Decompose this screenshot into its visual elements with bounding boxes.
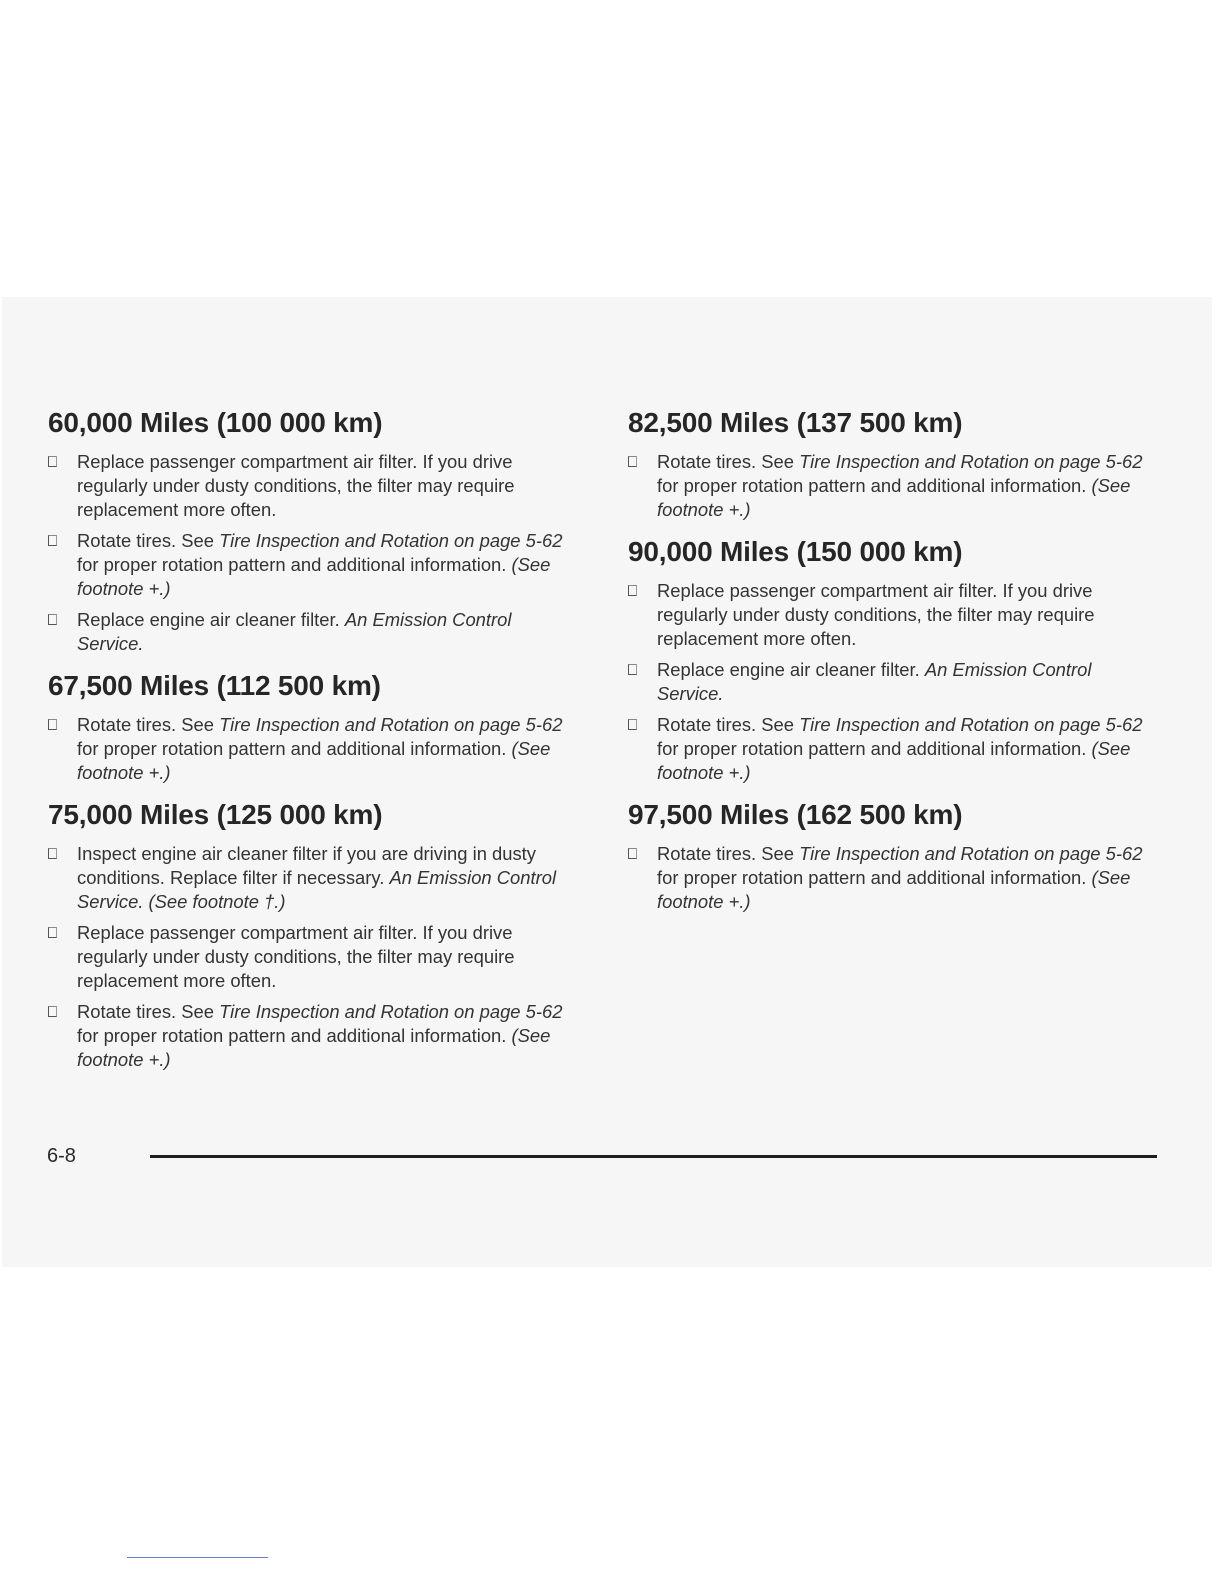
checklist-item <box>48 529 568 601</box>
checkbox-icon <box>628 664 637 675</box>
section-heading: 97,500 Miles (162 500 km) <box>628 799 963 830</box>
item-text: for proper rotation pattern and additional information. <box>77 1025 512 1046</box>
item-text: for proper rotation pattern and additional information. <box>657 475 1092 496</box>
item-text: Rotate tires. See <box>77 1001 220 1022</box>
checklist-item <box>48 450 568 522</box>
checklist-item <box>48 608 568 656</box>
item-text: for proper rotation pattern and additional information. <box>77 554 512 575</box>
checklist-item <box>628 842 1148 914</box>
checkbox-icon <box>48 848 57 859</box>
right-column <box>628 405 1148 926</box>
maintenance-section <box>48 405 568 656</box>
section-heading: 90,000 Miles (150 000 km) <box>628 536 963 567</box>
item-text: Replace passenger compartment air filter. If you drive regularly under dusty conditions, the filter may require replacement more often. <box>77 451 515 520</box>
item-text: Rotate tires. See <box>77 530 220 551</box>
checkbox-icon <box>48 719 57 730</box>
item-note: An Emission Control Service. <box>657 659 1092 704</box>
item-text: Rotate tires. See <box>657 451 800 472</box>
checkbox-icon <box>48 614 57 625</box>
item-note: (See footnote +.) <box>657 475 1131 520</box>
checklist-item <box>628 713 1148 785</box>
checkbox-icon <box>48 927 57 938</box>
checklist-item <box>48 842 568 914</box>
checklist-item <box>48 1000 568 1072</box>
item-text: Replace engine air cleaner filter. <box>657 659 925 680</box>
item-reference: Tire Inspection and Rotation on page 5-62 <box>799 714 1143 735</box>
item-note: An Emission Control Service. <box>77 609 512 654</box>
checkbox-icon <box>628 456 637 467</box>
checkbox-icon <box>628 719 637 730</box>
item-note: (See footnote +.) <box>77 738 551 783</box>
item-note: (See footnote +.) <box>657 738 1131 783</box>
item-reference: Tire Inspection and Rotation on page 5-62 <box>219 1001 563 1022</box>
left-column <box>48 405 568 1084</box>
maintenance-section <box>628 405 1148 522</box>
item-note: (See footnote +.) <box>77 554 551 599</box>
item-reference: Tire Inspection and Rotation on page 5-62 <box>219 530 563 551</box>
page-number: 6-8 <box>47 1145 76 1167</box>
item-text: Replace passenger compartment air filter. If you drive regularly under dusty conditions, the filter may require replacement more often. <box>657 580 1095 649</box>
item-text: for proper rotation pattern and additional information. <box>657 867 1092 888</box>
section-heading: 67,500 Miles (112 500 km) <box>48 670 381 701</box>
item-text: Rotate tires. See <box>657 714 800 735</box>
item-reference: Tire Inspection and Rotation on page 5-62 <box>799 843 1143 864</box>
checklist-item <box>48 921 568 993</box>
checklist-item <box>628 658 1148 706</box>
checklist-item <box>48 713 568 785</box>
item-text: for proper rotation pattern and additional information. <box>77 738 512 759</box>
maintenance-section <box>48 668 568 785</box>
checkbox-icon <box>628 585 637 596</box>
item-text: Replace passenger compartment air filter. If you drive regularly under dusty conditions, the filter may require replacement more often. <box>77 922 515 991</box>
footer-rule <box>150 1155 1157 1158</box>
item-text: Rotate tires. See <box>77 714 220 735</box>
divider-line <box>127 1557 268 1558</box>
checkbox-icon <box>628 848 637 859</box>
checkbox-icon <box>48 535 57 546</box>
maintenance-section <box>48 797 568 1072</box>
checkbox-icon <box>48 456 57 467</box>
section-heading: 60,000 Miles (100 000 km) <box>48 407 383 438</box>
maintenance-section <box>628 797 1148 914</box>
checklist-item <box>628 450 1148 522</box>
item-note: (See footnote +.) <box>77 1025 551 1070</box>
section-heading: 75,000 Miles (125 000 km) <box>48 799 383 830</box>
item-text: for proper rotation pattern and additional information. <box>657 738 1092 759</box>
maintenance-section <box>628 534 1148 785</box>
checkbox-icon <box>48 1006 57 1017</box>
item-reference: Tire Inspection and Rotation on page 5-62 <box>799 451 1143 472</box>
item-text: Inspect engine air cleaner filter if you are driving in dusty conditions. Replace filter if necessary. <box>77 843 536 888</box>
item-reference: Tire Inspection and Rotation on page 5-62 <box>219 714 563 735</box>
checklist-item <box>628 579 1148 651</box>
item-note: An Emission Control Service. (See footnote †.) <box>77 867 557 912</box>
item-text: Replace engine air cleaner filter. <box>77 609 345 630</box>
item-note: (See footnote +.) <box>657 867 1131 912</box>
item-text: Rotate tires. See <box>657 843 800 864</box>
section-heading: 82,500 Miles (137 500 km) <box>628 407 963 438</box>
